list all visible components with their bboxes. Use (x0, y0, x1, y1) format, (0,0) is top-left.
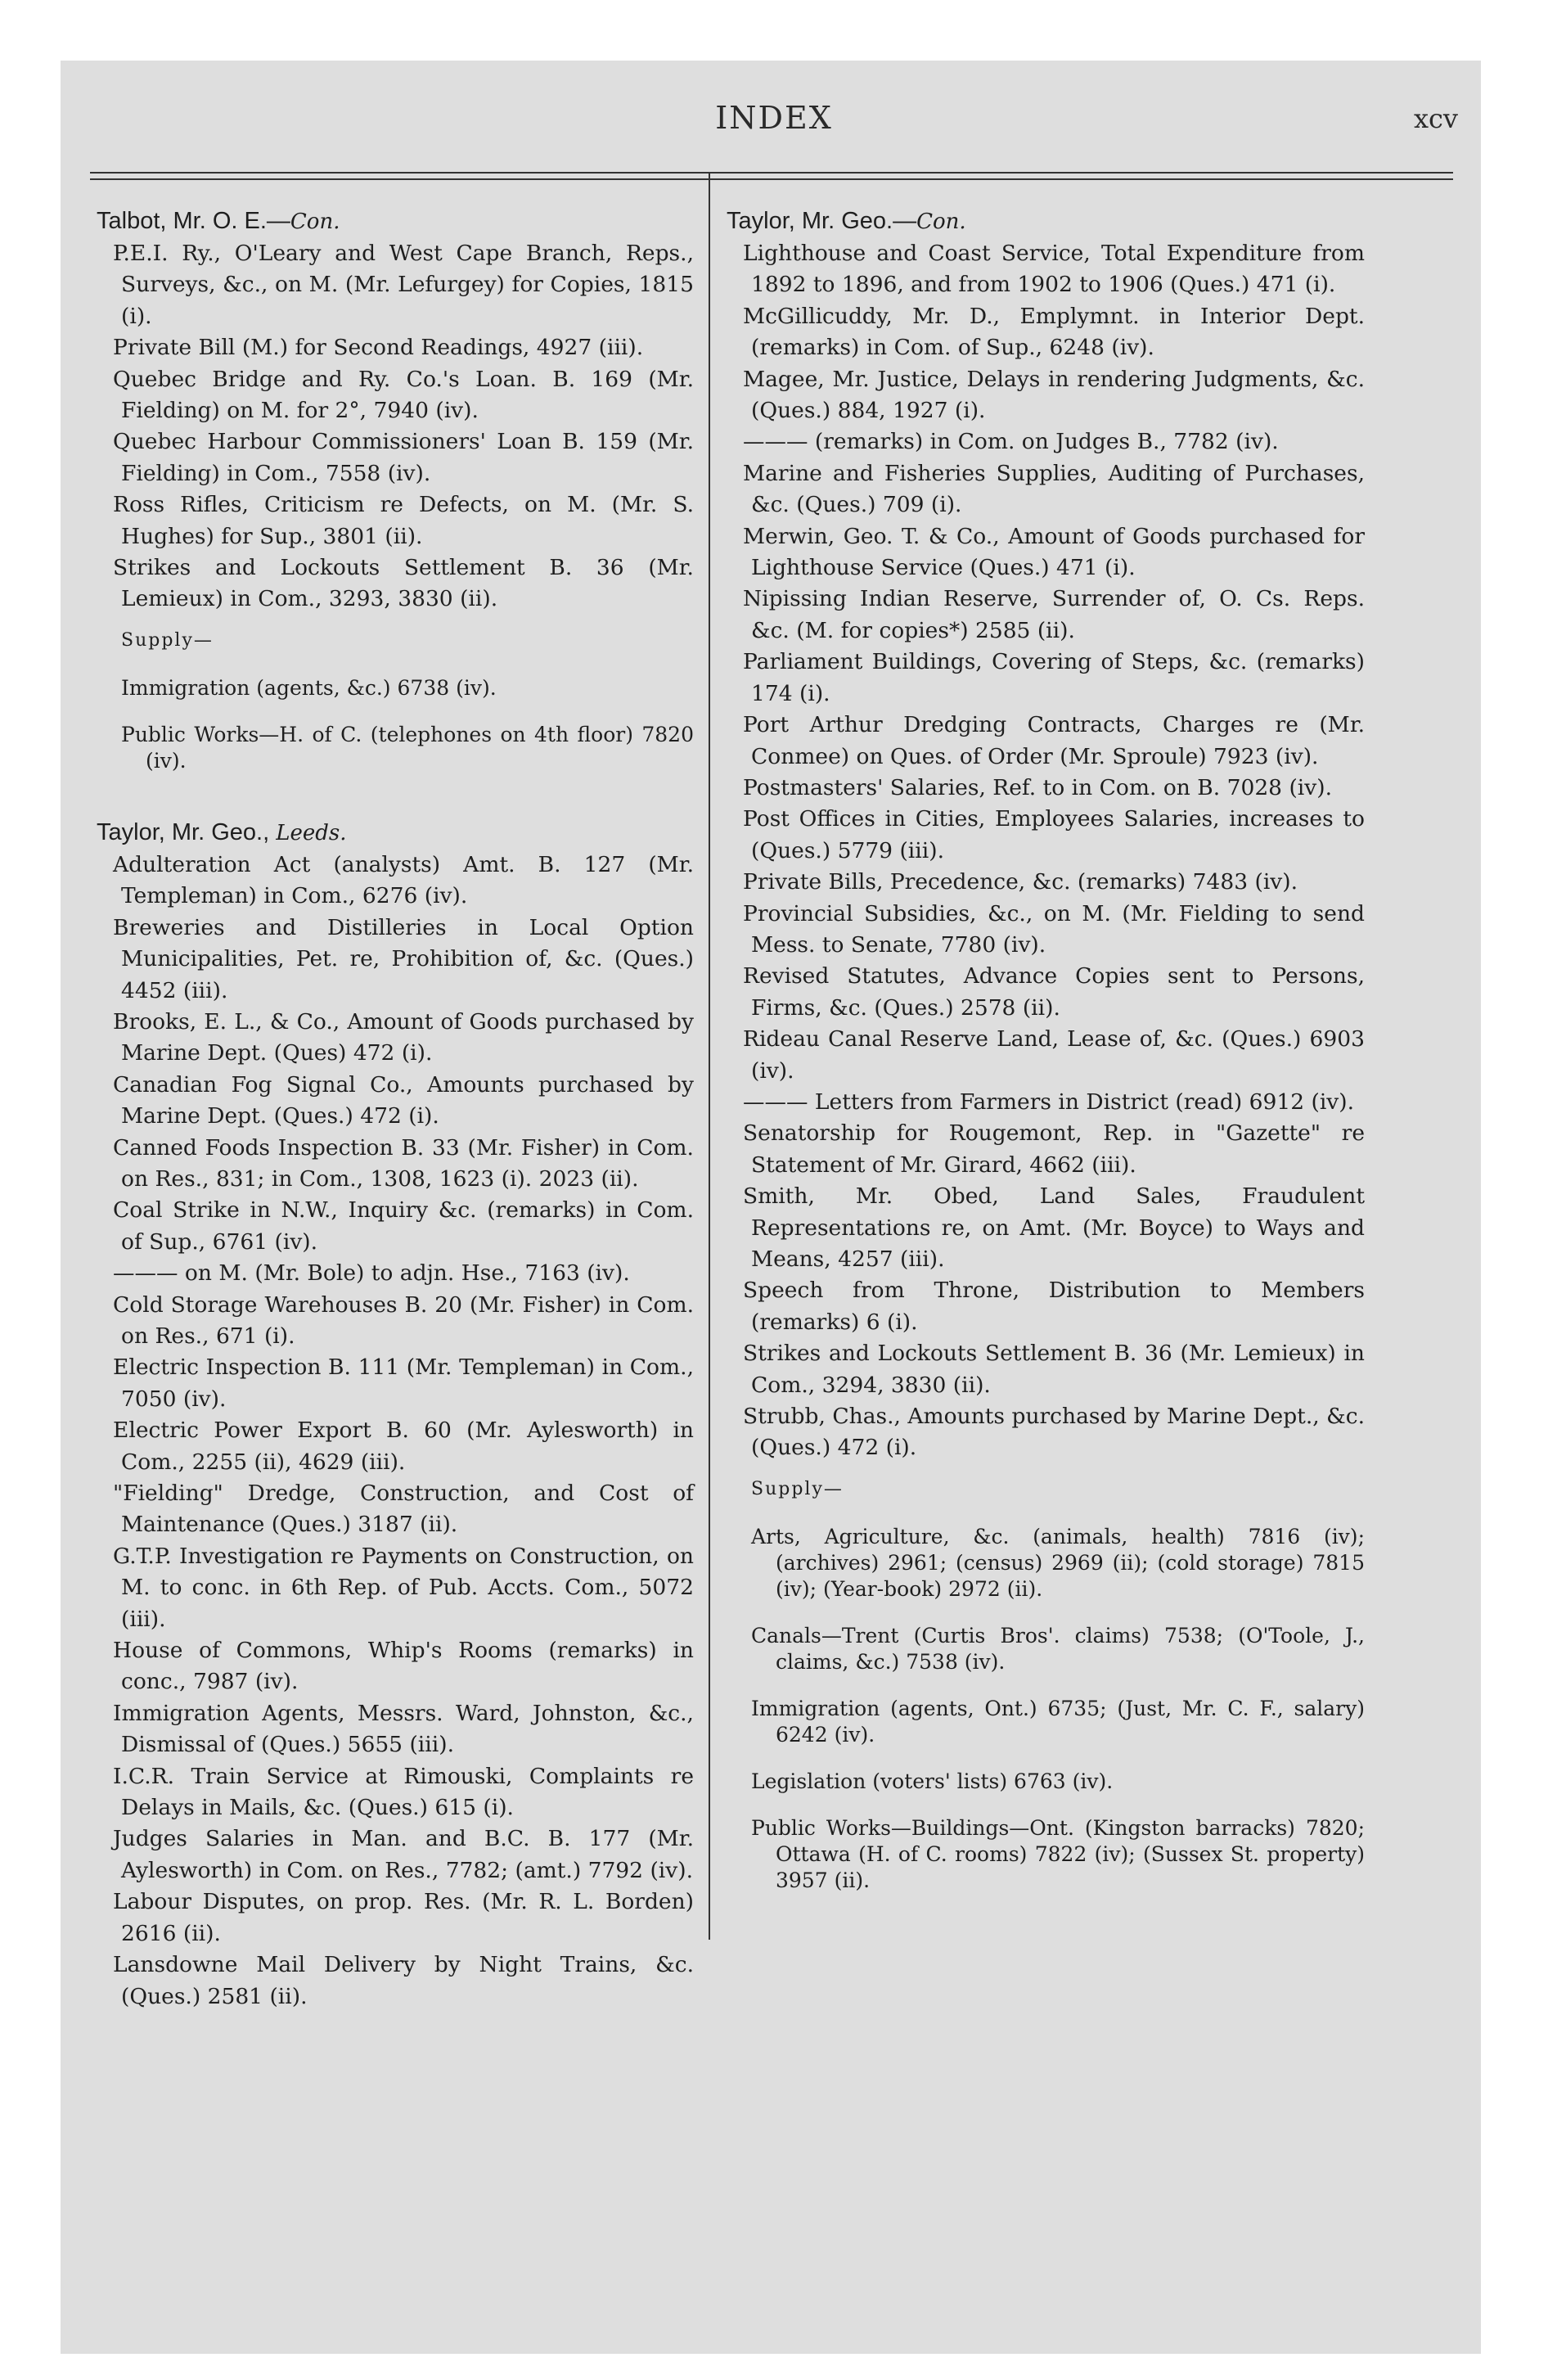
index-entry: Electric Inspection B. 111 (Mr. Templeman) in Com., 7050 (iv). (113, 1355, 694, 1412)
index-entry: Labour Disputes, on prop. Res. (Mr. R. L. Borden) 2616 (ii). (113, 1889, 694, 1946)
index-entry: Merwin, Geo. T. & Co., Amount of Goods purchased for Lighthouse Service (Ques.) 471 (i). (743, 523, 1365, 581)
entry-list-taylor-cont (727, 238, 1365, 1464)
supply-entry: Canals—Trent (Curtis Bros'. claims) 7538; (O'Toole, J., claims, &c.) 7538 (iv). (751, 1623, 1365, 1674)
index-entry: Lighthouse and Coast Service, Total Expenditure from 1892 to 1896, and from 1902 to 1906 (Ques.) 471 (i). (743, 241, 1365, 298)
index-entry: Ross Rifles, Criticism re Defects, on M. (Mr. S. Hughes) for Sup., 3801 (ii). (113, 492, 694, 549)
supply-list-taylor (727, 1524, 1365, 1894)
header-rule-top (90, 172, 1453, 174)
index-entry: Strubb, Chas., Amounts purchased by Marine Dept., &c. (Ques.) 472 (i). (743, 1404, 1365, 1461)
index-entry: "Fielding" Dredge, Construction, and Cost of Maintenance (Ques.) 3187 (ii). (113, 1481, 694, 1538)
index-entry: Private Bill (M.) for Second Readings, 4927 (iii). (113, 335, 644, 361)
supply-entry: Immigration (agents, &c.) 6738 (iv). (121, 675, 497, 700)
index-entry: Brooks, E. L., & Co., Amount of Goods purchased by Marine Dept. (Ques) 472 (i). (113, 1008, 694, 1066)
index-entry: Canadian Fog Signal Co., Amounts purchased by Marine Dept. (Ques.) 472 (i). (113, 1071, 694, 1129)
header-rule-bottom (90, 178, 1453, 180)
supply-entry: Immigration (agents, Ont.) 6735; (Just, Mr. C. F., salary) 6242 (iv). (751, 1696, 1365, 1747)
index-entry: Speech from Throne, Distribution to Members (remarks) 6 (i). (743, 1278, 1365, 1335)
index-heading-taylor-cont (727, 205, 1365, 238)
index-entry: Rideau Canal Reserve Land, Lease of, &c. (Ques.) 6903 (iv). (743, 1026, 1365, 1084)
index-entry: Senatorship for Rougemont, Rep. in "Gazette" re Statement of Mr. Girard, 4662 (iii). (743, 1120, 1365, 1178)
index-entry: Coal Strike in N.W., Inquiry &c. (remarks) in Com. of Sup., 6761 (iv). (113, 1197, 694, 1255)
index-entry: ——— Letters from Farmers in District (read) 6912 (iv). (743, 1089, 1355, 1115)
heading-qualifier: Con. (290, 210, 340, 234)
index-entry: Post Offices in Cities, Employees Salaries, increases to (Ques.) 5779 (iii). (743, 806, 1365, 863)
index-entry: Private Bills, Precedence, &c. (remarks) 7483 (iv). (743, 869, 1298, 895)
index-heading-talbot (97, 205, 694, 238)
index-entry: Quebec Harbour Commissioners' Loan B. 159 (Mr. Fielding) in Com., 7558 (iv). (113, 429, 694, 486)
index-heading-taylor (97, 816, 694, 850)
index-entry: I.C.R. Train Service at Rimouski, Complaints re Delays in Mails, &c. (Ques.) 615 (i). (113, 1763, 694, 1821)
index-entry: Cold Storage Warehouses B. 20 (Mr. Fisher) in Com. on Res., 671 (i). (113, 1291, 694, 1349)
heading-name: Taylor, Mr. Geo., (97, 818, 277, 845)
index-entry: Electric Power Export B. 60 (Mr. Aylesworth) in Com., 2255 (ii), 4629 (iii). (113, 1418, 694, 1475)
index-entry: McGillicuddy, Mr. D., Emplymnt. in Interior Dept. (remarks) in Com. of Sup., 6248 (iv). (743, 303, 1365, 361)
supply-list-talbot (97, 675, 694, 774)
page-number: xcv (1413, 103, 1458, 134)
index-entry: Nipissing Indian Reserve, Surrender of, O. Cs. Reps. &c. (M. for copies*) 2585 (ii). (743, 586, 1365, 643)
index-entry: P.E.I. Ry., O'Leary and West Cape Branch, Reps., Surveys, &c., on M. (Mr. Lefurgey) for Copies, 1815 (i). (113, 241, 694, 329)
index-entry: Adulteration Act (analysts) Amt. B. 127 (Mr. Templeman) in Com., 6276 (iv). (113, 851, 694, 909)
index-entry: Port Arthur Dredging Contracts, Charges re (Mr. Conmee) on Ques. of Order (Mr. Sproule) 7923 (iv). (743, 712, 1365, 769)
index-entry: Postmasters' Salaries, Ref. to in Com. on B. 7028 (iv). (743, 774, 1333, 800)
column-divider (709, 172, 710, 1940)
right-column (727, 205, 1365, 1914)
index-entry: Parliament Buildings, Covering of Steps, &c. (remarks) 174 (i). (743, 649, 1365, 706)
index-entry: Lansdowne Mail Delivery by Night Trains, &c. (Ques.) 2581 (ii). (113, 1952, 694, 2009)
heading-name: Talbot, Mr. O. E.— (97, 208, 290, 234)
supply-label: Supply— (751, 1478, 844, 1499)
index-entry: Strikes and Lockouts Settlement B. 36 (Mr. Lemieux) in Com., 3294, 3830 (ii). (743, 1341, 1365, 1398)
heading-qualifier: Leeds. (276, 820, 347, 845)
index-entry: Provincial Subsidies, &c., on M. (Mr. Fielding to send Mess. to Senate, 7780 (iv). (743, 900, 1365, 958)
index-entry: Revised Statutes, Advance Copies sent to Persons, Firms, &c. (Ques.) 2578 (ii). (743, 963, 1365, 1021)
entry-list-taylor (97, 850, 694, 2013)
supply-entry: Legislation (voters' lists) 6763 (iv). (751, 1769, 1114, 1793)
index-entry: Smith, Mr. Obed, Land Sales, Fraudulent Representations re, on Amt. (Mr. Boyce) to Ways and Means, 4257 (iii). (743, 1183, 1365, 1272)
index-entry: ——— on M. (Mr. Bole) to adjn. Hse., 7163 (iv). (113, 1260, 630, 1287)
index-entry: Strikes and Lockouts Settlement B. 36 (Mr. Lemieux) in Com., 3293, 3830 (ii). (113, 555, 694, 612)
page-title: INDEX (715, 100, 833, 136)
index-entry: Canned Foods Inspection B. 33 (Mr. Fisher) in Com. on Res., 831; in Com., 1308, 1623 (i). 2023 (ii). (113, 1134, 694, 1192)
entry-list-talbot (97, 238, 694, 615)
supply-label: Supply— (121, 629, 214, 651)
heading-qualifier: Con. (916, 210, 966, 234)
index-entry: G.T.P. Investigation re Payments on Construction, on M. to conc. in 6th Rep. of Pub. Accts. Com., 5072 (iii). (113, 1543, 694, 1632)
index-entry: Judges Salaries in Man. and B.C. B. 177 (Mr. Aylesworth) in Com. on Res., 7782; (amt.) 7792 (iv). (113, 1826, 694, 1883)
index-entry: Magee, Mr. Justice, Delays in rendering Judgments, &c. (Ques.) 884, 1927 (i). (743, 366, 1365, 424)
index-entry: Marine and Fisheries Supplies, Auditing of Purchases, &c. (Ques.) 709 (i). (743, 460, 1365, 518)
index-entry: Immigration Agents, Messrs. Ward, Johnston, &c., Dismissal of (Ques.) 5655 (iii). (113, 1700, 694, 1758)
heading-name: Taylor, Mr. Geo.— (727, 208, 917, 234)
index-entry: Breweries and Distilleries in Local Option Municipalities, Pet. re, Prohibition of, &c. (Ques.) 4452 (iii). (113, 914, 694, 1003)
supply-entry: Arts, Agriculture, &c. (animals, health) 7816 (iv); (archives) 2961; (census) 2969 (ii); (cold storage) 7815 (iv); (Year-book) 2972 (ii). (751, 1524, 1365, 1601)
index-entry: Quebec Bridge and Ry. Co.'s Loan. B. 169 (Mr. Fielding) on M. for 2°, 7940 (iv). (113, 366, 694, 424)
index-entry: ——— (remarks) in Com. on Judges B., 7782 (iv). (743, 429, 1279, 455)
supply-entry: Public Works—H. of C. (telephones on 4th floor) 7820 (iv). (121, 722, 694, 773)
left-column (97, 205, 694, 2013)
supply-entry: Public Works—Buildings—Ont. (Kingston barracks) 7820; Ottawa (H. of C. rooms) 7822 (iv); (Sussex St. property) 3957 (ii). (751, 1815, 1365, 1892)
index-entry: House of Commons, Whip's Rooms (remarks) in conc., 7987 (iv). (113, 1638, 694, 1695)
